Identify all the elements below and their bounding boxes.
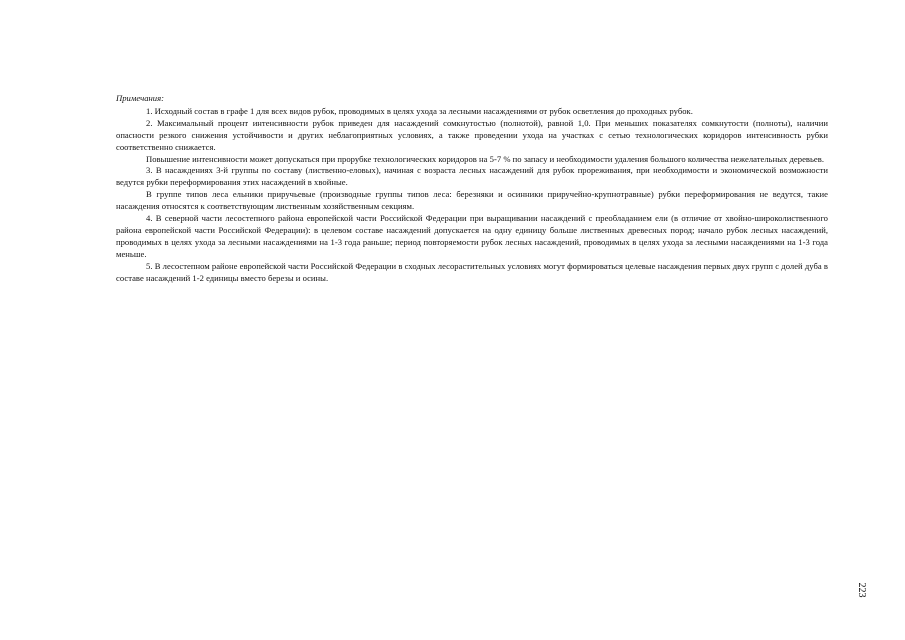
note-2-continuation [116,154,828,166]
notes-section [116,93,828,285]
note-2-continuation-text: Повышение интенсивности может допускаться при прорубке технологических коридоров на 5-7 % по запасу и необходимости удаления большого количества нежелательных деревьев. [146,153,824,164]
note-3-text: 3. В насаждениях 3-й группы по составу (лиственно-еловых), начиная с возраста лесных насаждений для рубок прореживания, при необходимости и экономической возможности ведутся рубки переформирования этих насаждений в хвойные. [116,165,828,188]
notes-heading: Примечания: [116,93,165,103]
note-3-continuation [116,189,828,213]
note-4-text: 4. В северной части лесостепного района европейской части Российской Федерации при выращивании насаждений с преобладанием ели (в отличие от хвойно-широколиственного района европейской части Российской Федерации): в целевом составе насаждений допускается на одну единицу больше лиственных древесных пород; начало рубок лесных насаждений, проводимых в целях ухода за лесными насаждениями на 1-3 года раньше; период повторяемости рубок лесных насаждений, проводимых в целях ухода за лесными насаждениями на 1-3 года меньше. [116,213,828,259]
note-1 [116,106,828,118]
note-1-text: 1. Исходный состав в графе 1 для всех видов рубок, проводимых в целях ухода за лесными насаждениями от рубок осветления до проходных рубок. [146,105,693,116]
page-number: 223 [856,582,867,598]
note-3-continuation-text: В группе типов леса ельники приручьевые (производные группы типов леса: березняки и осинники приручейно-крупнотравные) рубки переформирования не ведутся, такие насаждения относятся к соответствующим лиственным хозяйственным секциям. [116,189,828,212]
note-5-text: 5. В лесостепном районе европейской части Российской Федерации в сходных лесорастительных условиях могут формироваться целевые насаждения первых двух групп с долей дуба в составе насаждений 1-2 единицы вместо березы и осины. [116,260,828,283]
note-4 [116,213,828,261]
note-2-text: 2. Максимальный процент интенсивности рубок приведен для насаждений сомкнутостью (полнотой), равной 1,0. При меньших показателях сомкнутости (полноты), наличии опасности резкого снижения устойчивости и других неблагоприятных условиях, а также проведении ухода на участках с сетью технологических коридоров интенсивность рубки соответственно снижается. [116,117,828,152]
note-2 [116,118,828,154]
note-5 [116,261,828,285]
note-3 [116,165,828,189]
